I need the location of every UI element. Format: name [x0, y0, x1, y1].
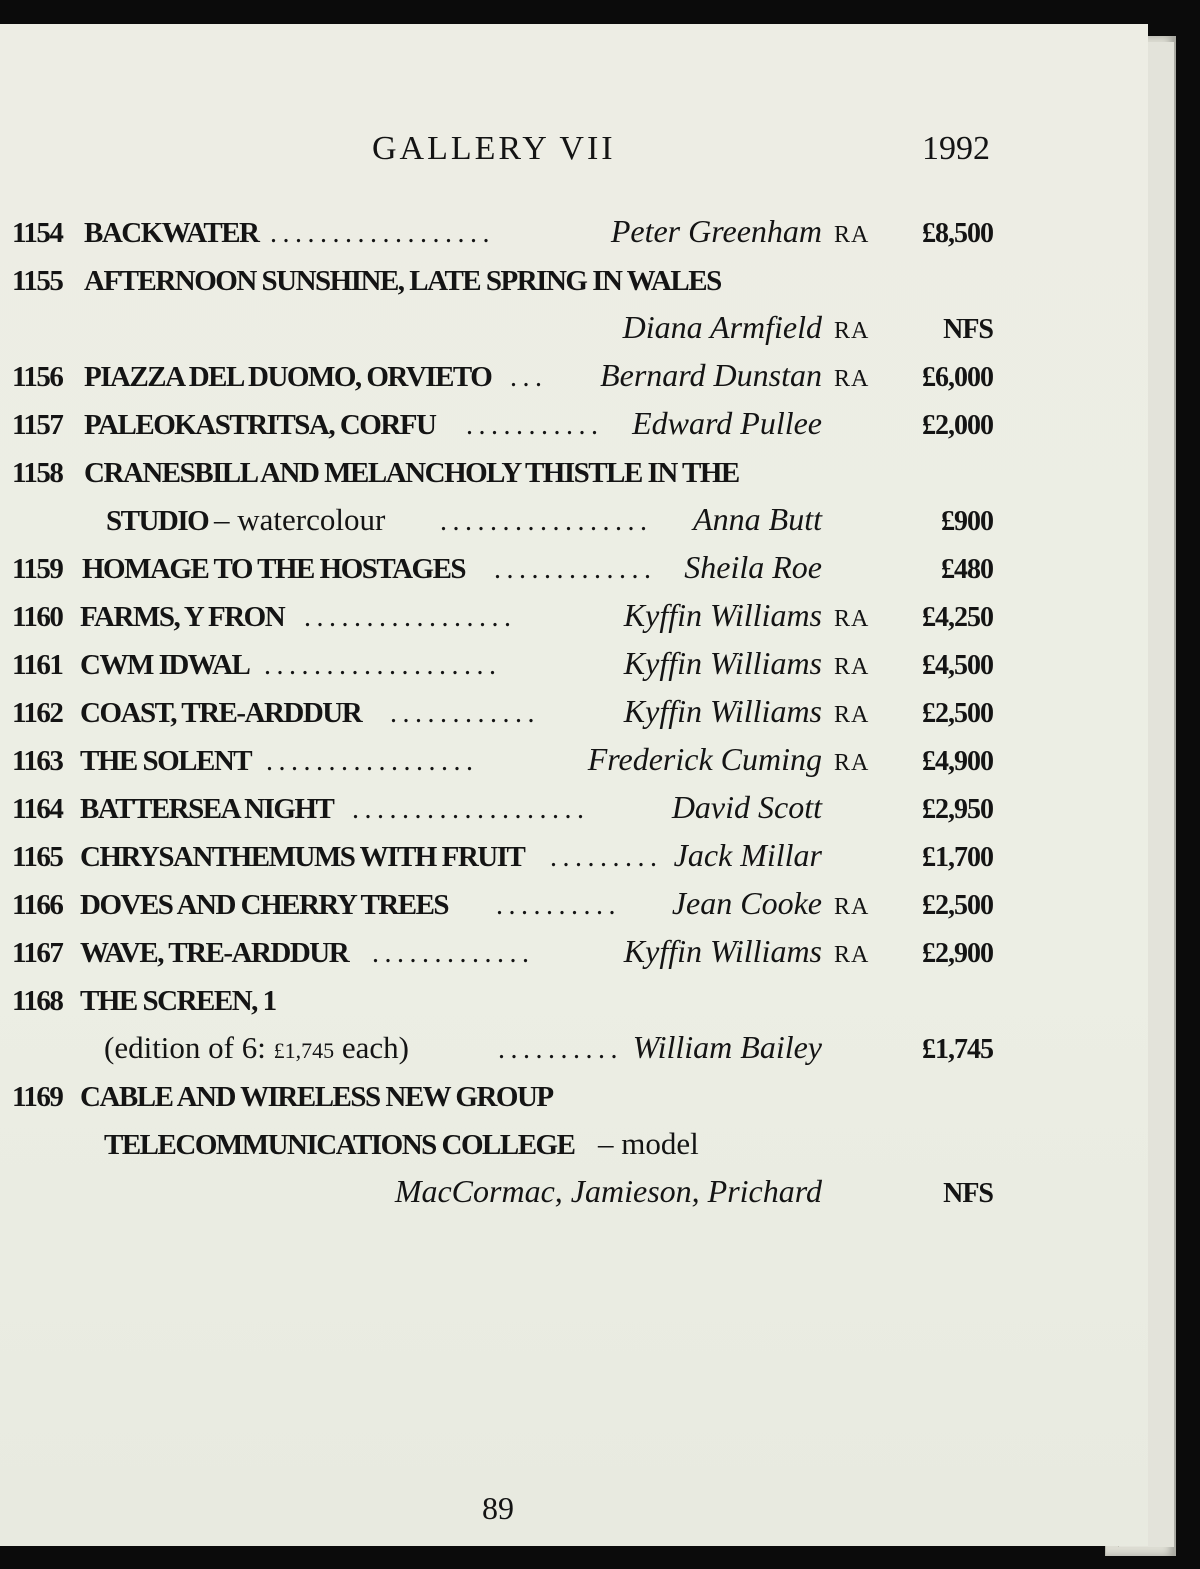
list-item	[0, 738, 1148, 786]
entry-price: NFS	[943, 1178, 993, 1209]
entry-artist: Peter Greenham	[610, 213, 822, 249]
leader-dots: ..........	[498, 1034, 623, 1065]
entry-artist: Kyffin Williams	[623, 693, 822, 729]
leader-dots: ...................	[264, 650, 502, 681]
entry-number: 1156	[12, 361, 63, 393]
list-item	[0, 1026, 1148, 1074]
entry-artist: Kyffin Williams	[623, 597, 822, 633]
list-item	[0, 594, 1148, 642]
entry-number: 1165	[12, 841, 63, 873]
ra-suffix: RA	[834, 894, 870, 920]
entry-artist: Diana Armfield	[622, 309, 822, 345]
entry-artist: David Scott	[671, 789, 822, 825]
list-item	[0, 402, 1148, 450]
list-item	[0, 882, 1148, 930]
list-item	[0, 210, 1148, 258]
entry-title: TELECOMMUNICATIONS COLLEGE	[104, 1129, 575, 1161]
entry-artist: Bernard Dunstan	[600, 357, 822, 393]
entry-price: £4,500	[922, 650, 993, 681]
edition-price: £1,745	[273, 1038, 335, 1063]
entry-title: HOMAGE TO THE HOSTAGES	[82, 553, 466, 585]
leader-dots: ...........	[466, 410, 604, 441]
entry-number: 1154	[12, 217, 63, 249]
ra-suffix: RA	[834, 318, 870, 344]
list-item	[0, 642, 1148, 690]
list-item	[0, 1170, 1148, 1218]
ra-suffix: RA	[834, 942, 870, 968]
entry-title: AFTERNOON SUNSHINE, LATE SPRING IN WALES	[84, 265, 721, 297]
entry-number: 1160	[12, 601, 63, 633]
entry-price: £4,900	[922, 746, 993, 777]
entry-price: £2,950	[922, 794, 993, 825]
entry-number: 1159	[12, 553, 63, 585]
entry-price: £480	[941, 554, 993, 585]
leader-dots: .........	[550, 842, 663, 873]
list-item	[0, 306, 1148, 354]
entry-artist: Anna Butt	[693, 501, 822, 537]
entry-title: CHRYSANTHEMUMS WITH FRUIT	[80, 841, 525, 873]
entry-artist: Frederick Cuming	[587, 741, 822, 777]
leader-dots: ..........	[496, 890, 621, 921]
entry-number: 1155	[12, 265, 63, 297]
list-item	[0, 978, 1148, 1026]
list-item	[0, 450, 1148, 498]
entry-number: 1169	[12, 1081, 63, 1113]
list-item	[0, 930, 1148, 978]
entry-number: 1168	[12, 985, 63, 1017]
leader-dots: .............	[494, 554, 657, 585]
entry-title: BATTERSEA NIGHT	[80, 793, 334, 825]
leader-dots: .............	[372, 938, 535, 969]
entry-artist: Jean Cooke	[671, 885, 822, 921]
leader-dots: ..................	[270, 218, 495, 249]
list-item	[0, 258, 1148, 306]
entry-price: NFS	[943, 314, 993, 345]
list-item	[0, 1074, 1148, 1122]
entry-title: CABLE AND WIRELESS NEW GROUP	[80, 1081, 553, 1113]
ra-suffix: RA	[834, 750, 870, 776]
ra-suffix: RA	[834, 654, 870, 680]
entry-number: 1164	[12, 793, 63, 825]
leader-dots: .................	[440, 506, 653, 537]
entry-title: WAVE, TRE-ARDDUR	[80, 937, 349, 969]
entry-number: 1158	[12, 457, 63, 489]
list-item	[0, 834, 1148, 882]
entry-artist: William Bailey	[632, 1029, 822, 1065]
entry-number: 1157	[12, 409, 63, 441]
edition-note-suffix: each)	[334, 1030, 409, 1065]
entry-number: 1163	[12, 745, 63, 777]
entry-number: 1162	[12, 697, 63, 729]
entry-price: £4,250	[922, 602, 993, 633]
entry-artist: Kyffin Williams	[623, 645, 822, 681]
entry-title: BACKWATER	[84, 217, 259, 249]
entry-price: £2,000	[922, 410, 993, 441]
entry-title: FARMS, Y FRON	[80, 601, 285, 633]
list-item	[0, 1122, 1148, 1170]
entry-number: 1161	[12, 649, 63, 681]
entry-artist: Edward Pullee	[632, 405, 822, 441]
entry-title: DOVES AND CHERRY TREES	[80, 889, 449, 921]
entry-artist: Kyffin Williams	[623, 933, 822, 969]
entry-price: £2,500	[922, 698, 993, 729]
entry-price: £2,900	[922, 938, 993, 969]
entry-artist: MacCormac, Jamieson, Prichard	[394, 1173, 822, 1209]
catalogue-year: 1992	[922, 130, 990, 167]
entry-price: £900	[941, 506, 993, 537]
entry-number: 1166	[12, 889, 63, 921]
entry-medium: – watercolour	[214, 502, 386, 537]
list-item	[0, 498, 1148, 546]
gallery-title: GALLERY VII	[372, 130, 616, 167]
leader-dots: ...................	[352, 794, 590, 825]
edition-note-prefix: (edition of 6:	[104, 1030, 274, 1065]
ra-suffix: RA	[834, 366, 870, 392]
entry-title: THE SOLENT	[80, 745, 252, 777]
catalogue-page	[0, 24, 1148, 1546]
edition-note	[104, 1030, 409, 1066]
entry-price: £1,745	[922, 1034, 993, 1065]
entry-title: PALEOKASTRITSA, CORFU	[84, 409, 436, 441]
entry-title: CRANESBILL AND MELANCHOLY THISTLE IN THE	[84, 457, 739, 489]
list-item	[0, 546, 1148, 594]
ra-suffix: RA	[834, 702, 870, 728]
list-item	[0, 786, 1148, 834]
page-header	[0, 130, 1148, 180]
leader-dots: .................	[266, 746, 479, 777]
entry-medium: – model	[598, 1126, 699, 1161]
entry-title: PIAZZA DEL DUOMO, ORVIETO	[84, 361, 492, 393]
entry-title: STUDIO	[106, 505, 209, 537]
entry-price: £6,000	[922, 362, 993, 393]
leader-dots: .................	[304, 602, 517, 633]
entry-price: £8,500	[922, 218, 993, 249]
list-item	[0, 354, 1148, 402]
entry-title: COAST, TRE-ARDDUR	[80, 697, 362, 729]
ra-suffix: RA	[834, 606, 870, 632]
leader-dots: ...	[510, 362, 548, 393]
leader-dots: ............	[390, 698, 540, 729]
entry-price: £1,700	[922, 842, 993, 873]
entry-artist: Jack Millar	[673, 837, 822, 873]
entry-price: £2,500	[922, 890, 993, 921]
list-item	[0, 690, 1148, 738]
ra-suffix: RA	[834, 222, 870, 248]
entry-number: 1167	[12, 937, 63, 969]
entry-artist: Sheila Roe	[684, 549, 822, 585]
entry-title: CWM IDWAL	[80, 649, 250, 681]
page-number: 89	[482, 1490, 514, 1526]
entry-title: THE SCREEN, 1	[80, 985, 276, 1017]
